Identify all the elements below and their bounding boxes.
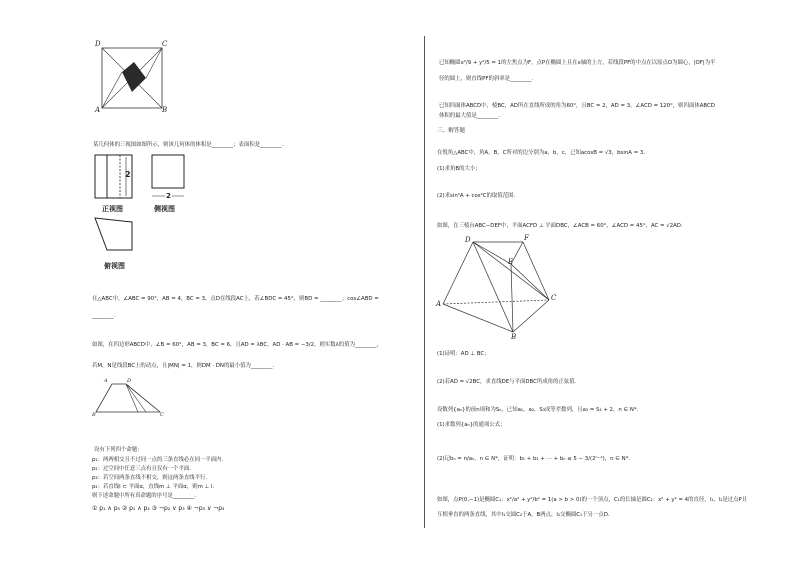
question-sequence-part2: (2)记bₙ = n/aₙ，n ∈ N*，证明：b₁ + b₂ + ⋯ + bₙ ≤ 5 − 3/(2ⁿ⁻²)，n ∈ N*. bbox=[437, 456, 631, 462]
question-frustum: 如图，在三棱台ABC−DEF中，平面ACFD ⊥ 平面DBC，∠ACB = 60°，∠ACD = 45°，AC = √2AD. bbox=[437, 223, 683, 229]
label-B: B bbox=[162, 106, 168, 114]
question-ellipse-2: 径的圆上，则直线PF的斜率是________. bbox=[439, 76, 534, 82]
question-tetrahedron-1: 已知四面体ABCD中，棱BC，AD所在直线所成的角为60°，且BC = 2，AD = 3，∠ACD = 120°，则四面体ABCD bbox=[439, 103, 715, 109]
label-C3: C bbox=[551, 294, 557, 302]
question-sequence-part1: (1)求数列{aₙ}的通项公式； bbox=[437, 422, 506, 428]
label-D3: D bbox=[465, 236, 471, 244]
dim-height: 2 bbox=[125, 170, 131, 179]
question-ellipse-1: 已知椭圆x²/9 + y²/5 = 1的左焦点为F，点P在椭圆上且在x轴的上方，若线段PF的中点在以原点O为圆心，|OF|为半 bbox=[439, 60, 716, 66]
section-heading: 三、解答题 bbox=[437, 128, 465, 134]
proposition-p2: p₂：过空间中任意三点有且仅有一个平面. bbox=[92, 466, 191, 472]
question-quadrilateral-1: 如图，在四边形ABCD中，∠B = 60°，AB = 3，BC = 6，且AD = λBC，AD · AB = −3/2，则实数λ的值为________， bbox=[92, 342, 382, 348]
front-view-label: 正视图 bbox=[102, 205, 123, 213]
label-D2: D bbox=[127, 378, 132, 384]
label-C: C bbox=[162, 40, 168, 48]
question-quadrilateral-2: 若M，N是线段BC上的动点，且|MN| = 1，则DM · DN的最小值为________. bbox=[92, 363, 275, 369]
square-figure bbox=[92, 40, 172, 116]
question-tetrahedron-2: 体积的最大值是________. bbox=[439, 113, 501, 119]
propositions-ask: 则下述命题中所有真命题的序号是________. bbox=[92, 493, 197, 499]
top-view-label: 俯视图 bbox=[104, 262, 125, 270]
question-acute-triangle: 在锐角△ABC中，角A，B，C所对的边分别为a，b，c，已知acosB = √3，bsinA = 3. bbox=[437, 150, 646, 156]
question-ellipse-circle-1: 如图，点P(0,−1)是椭圆C₁：x²/a² + y²/b² = 1(a > b > 0)的一个顶点，C₁的长轴是圆C₂：x² + y² = 4的直径，l₁，l₂是过点P且 bbox=[437, 497, 748, 503]
trapezoid-figure bbox=[90, 376, 170, 422]
label-C2: C bbox=[160, 412, 164, 418]
question-frustum-part2: (2)若AD = √2BC，求直线DE与平面DBC所成角的正弦值. bbox=[437, 379, 577, 385]
label-D: D bbox=[95, 40, 101, 48]
three-views-figure bbox=[92, 152, 187, 272]
label-E3: E bbox=[508, 258, 514, 266]
question-acute-part1: (1)求角B的大小； bbox=[437, 166, 481, 172]
proposition-p4: p₄：若直线l ⊂ 平面α，直线m ⊥ 平面α，则m ⊥ l. bbox=[92, 484, 215, 490]
question-acute-part2: (2)求sin²A + cos²C的取值范围. bbox=[437, 193, 516, 199]
frustum-figure bbox=[435, 236, 565, 344]
proposition-p1: p₁：两两相交且不过同一点的三条直线必在同一平面内. bbox=[92, 457, 224, 463]
label-B3: B bbox=[511, 333, 517, 341]
question-sequence: 设数列{aₙ}的前n项和为Sₙ，已知a₁，a₂，S₃成等差数列，且a₃ = S₂ + 2，n ∈ N*. bbox=[437, 407, 639, 413]
proposition-p3: p₃：若空间两条直线不相交，则这两条直线平行. bbox=[92, 475, 208, 481]
label-B2: B bbox=[92, 412, 96, 418]
question-frustum-part1: (1)证明：AD ⊥ BC； bbox=[437, 351, 490, 357]
dim-width: 2 bbox=[166, 192, 171, 200]
question-three-views: 某几何体的三视图如图所示，则该几何体的体积是________；表面积是________. bbox=[93, 142, 284, 148]
label-A2: A bbox=[104, 378, 108, 384]
side-view-label: 侧视图 bbox=[154, 205, 175, 213]
label-A: A bbox=[95, 106, 101, 114]
propositions-intro: 设有下列四个命题： bbox=[94, 447, 143, 453]
propositions-options: ① p₁ ∧ p₄ ② p₁ ∧ p₂ ③ ¬p₂ ∨ p₃ ④ ¬p₃ ∨ ¬p₄ bbox=[92, 505, 225, 512]
question-triangle-bd: 在△ABC中，∠ABC = 90°，AB = 4，BC = 3，点D在线段AC上，若∠BDC = 45°，则BD = ________；cos∠ABD = bbox=[92, 296, 379, 302]
label-A3: A bbox=[436, 300, 442, 308]
label-F3: F bbox=[524, 234, 529, 242]
column-divider bbox=[424, 36, 425, 528]
question-ellipse-circle-2: 互相垂直的两条直线，其中l₁交圆C₂于A，B两点，l₂交椭圆C₁于另一点D. bbox=[437, 512, 610, 518]
question-triangle-blank: ________. bbox=[92, 313, 116, 319]
